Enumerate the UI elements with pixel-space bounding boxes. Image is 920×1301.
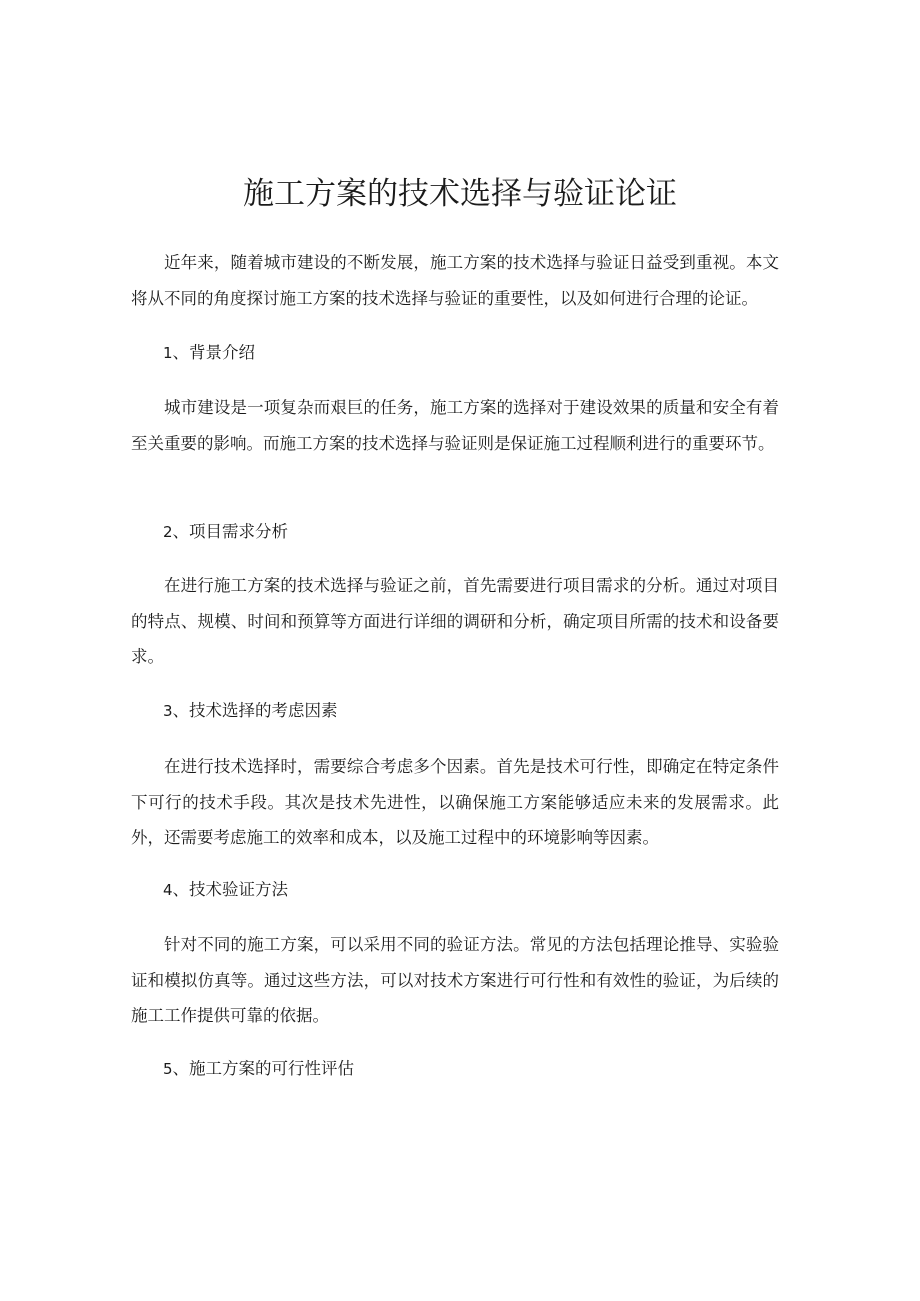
section-number: 4 bbox=[163, 881, 173, 899]
section-body-3: 在进行技术选择时，需要综合考虑多个因素。首先是技术可行性，即确定在特定条件下可行的技术手段。其次是技术先进性，以确保施工方案能够适应未来的发展需求。此外，还需要考虑施工的效率和成本，以及施工过程中的环境影响等因素。 bbox=[131, 757, 779, 847]
section-heading-text: 、技术验证方法 bbox=[172, 880, 289, 899]
section-number: 1 bbox=[163, 344, 173, 362]
section-heading-1 bbox=[163, 338, 255, 368]
section-heading-text: 、背景介绍 bbox=[172, 343, 256, 362]
section-body-2: 在进行施工方案的技术选择与验证之前，首先需要进行项目需求的分析。通过对项目的特点、规模、时间和预算等方面进行详细的调研和分析，确定项目所需的技术和设备要求。 bbox=[131, 576, 779, 666]
section-number: 5 bbox=[163, 1060, 173, 1078]
intro-paragraph: 近年来，随着城市建设的不断发展，施工方案的技术选择与验证日益受到重视。本文将从不同的角度探讨施工方案的技术选择与验证的重要性，以及如何进行合理的论证。 bbox=[131, 253, 779, 308]
section-number: 3 bbox=[163, 702, 173, 720]
document-title: 施工方案的技术选择与验证论证 bbox=[243, 176, 677, 212]
section-body-4: 针对不同的施工方案，可以采用不同的验证方法。常见的方法包括理论推导、实验验证和模拟仿真等。通过这些方法，可以对技术方案进行可行性和有效性的验证，为后续的施工工作提供可靠的依据。 bbox=[131, 935, 779, 1025]
section-heading-5 bbox=[163, 1054, 354, 1084]
section-heading-text: 、项目需求分析 bbox=[172, 522, 289, 541]
section-heading-3 bbox=[163, 696, 338, 726]
section-heading-2 bbox=[163, 517, 288, 547]
section-heading-text: 、施工方案的可行性评估 bbox=[172, 1059, 355, 1078]
section-heading-text: 、技术选择的考虑因素 bbox=[172, 701, 338, 720]
section-body-1: 城市建设是一项复杂而艰巨的任务，施工方案的选择对于建设效果的质量和安全有着至关重要的影响。而施工方案的技术选择与验证则是保证施工过程顺利进行的重要环节。 bbox=[131, 398, 779, 453]
section-number: 2 bbox=[163, 523, 173, 541]
section-heading-4 bbox=[163, 875, 288, 905]
